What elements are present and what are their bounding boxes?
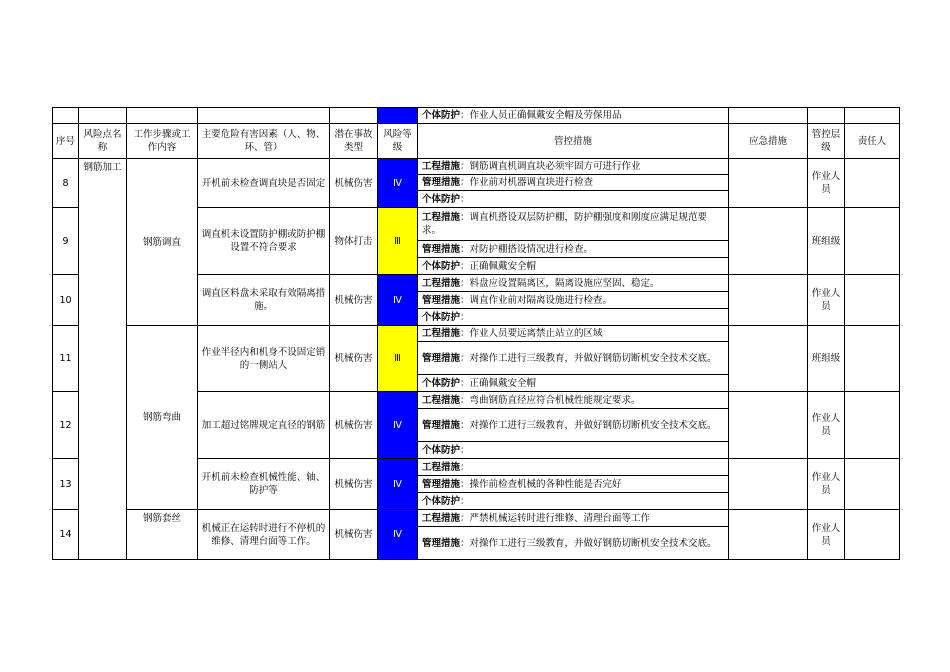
eng-label: 工程措施: [422, 161, 461, 172]
eng-measure-cell: [418, 208, 729, 241]
eng-measure-cell: [418, 392, 729, 409]
top-ppe-cell: 个体防护：作业人员正确佩戴安全帽及劳保用品: [418, 108, 729, 124]
mgmt-text: ：对防护棚搭设情况进行检查。: [460, 243, 594, 255]
seq-cell: 14: [53, 510, 79, 560]
eng-text: ：: [460, 461, 470, 473]
hazard-cell: 开机前未检查调直块是否固定: [198, 159, 330, 208]
owner-cell: [845, 208, 900, 275]
ppe-label: 个体防护: [422, 377, 461, 389]
accident-cell: 物体打击: [330, 208, 378, 275]
mgmt-label: 管理措施: [422, 294, 461, 306]
control-level-cell: 作业人员: [808, 392, 845, 459]
risk-level-cell: Ⅲ: [378, 326, 418, 392]
ppe-label: 个体防护: [422, 495, 461, 507]
ppe-measure-cell: [418, 375, 729, 392]
header-level: 风险等级: [378, 124, 418, 159]
control-level-cell: 作业人员: [808, 459, 845, 510]
ppe-measure-cell: [418, 309, 729, 326]
mgmt-label: 管理措施: [422, 352, 461, 364]
top-row: [53, 108, 900, 124]
eng-label: 工程措施: [422, 461, 461, 473]
eng-text: ：料盘应设置隔离区，隔离设施应坚固、稳定。: [460, 277, 660, 289]
accident-cell: 机械伤害: [330, 510, 378, 560]
emergency-cell: [729, 459, 808, 510]
hazard-cell: 调直区料盘未采取有效隔离措施。: [198, 275, 330, 326]
header-step: 工作步骤或工作内容: [127, 124, 198, 159]
emergency-cell: [729, 159, 808, 208]
mgmt-text: ：对操作工进行三级教育，并做好钢筋切断机安全技术交底。: [460, 352, 717, 364]
mgmt-text: ：对操作工进行三级教育，并做好钢筋切断机安全技术交底。: [460, 537, 717, 549]
eng-measure-cell: [418, 459, 729, 476]
header-control-level: 管控层级: [808, 124, 845, 159]
accident-cell: 机械伤害: [330, 275, 378, 326]
header-seq: 序号: [53, 124, 79, 159]
hazard-cell: 调直机未设置防护棚或防护棚设置不符合要求: [198, 208, 330, 275]
table-row: [53, 159, 900, 175]
eng-label: 工程措施: [422, 512, 461, 524]
level-cell: [378, 108, 418, 124]
mgmt-measure-cell: [418, 241, 729, 258]
control-level-cell: 作业人员: [808, 159, 845, 208]
ppe-measure-cell: [418, 191, 729, 208]
table-row: [53, 326, 900, 342]
risk-level-cell: Ⅳ: [378, 275, 418, 326]
ppe-text: ：: [460, 311, 470, 323]
eng-measure-cell: [418, 326, 729, 342]
mgmt-text: ：作业前对机器调直块进行检查: [460, 177, 594, 188]
table-row: [53, 510, 900, 527]
step-cell: 钢筋套丝: [127, 510, 198, 560]
hazard-cell: 加工超过铭牌规定直径的钢筋: [198, 392, 330, 459]
eng-text: ：作业人员要远离禁止站立的区域: [460, 328, 603, 339]
mgmt-measure-cell: [418, 342, 729, 375]
mgmt-label: 管理措施: [422, 537, 461, 549]
accident-cell: 机械伤害: [330, 459, 378, 510]
emergency-cell: [729, 326, 808, 392]
header-row: [53, 124, 900, 159]
mgmt-measure-cell: [418, 409, 729, 442]
emergency-cell: [729, 275, 808, 326]
ppe-text: ：: [460, 444, 470, 456]
header-risk-point: 风险点名称: [79, 124, 127, 159]
seq-cell: 12: [53, 392, 79, 459]
control-level-cell: 作业人员: [808, 275, 845, 326]
header-hazard: 主要危险有害因素（人、物、环、管）: [198, 124, 330, 159]
seq-cell: 9: [53, 208, 79, 275]
control-level-cell: 班组级: [808, 326, 845, 392]
owner-cell: [845, 159, 900, 208]
ppe-label: 个体防护: [422, 444, 461, 456]
eng-measure-cell: [418, 159, 729, 175]
ppe-text: ：: [460, 193, 470, 205]
mgmt-label: 管理措施: [422, 478, 461, 490]
accident-cell: 机械伤害: [330, 159, 378, 208]
mgmt-label: 管理措施: [422, 243, 461, 255]
eng-label: 工程措施: [422, 277, 461, 289]
mgmt-text: ：操作前检查机械的各种性能是否完好: [460, 478, 622, 490]
mgmt-measure-cell: [418, 175, 729, 191]
eng-text: ：钢筋调直机调直块必须牢固方可进行作业: [460, 161, 641, 172]
eng-label: 工程措施: [422, 212, 461, 223]
eng-label: 工程措施: [422, 394, 461, 406]
hazard-cell: 作业半径内和机身不设固定销的一侧站人: [198, 326, 330, 392]
eng-label: 工程措施: [422, 328, 461, 339]
ppe-text: ：: [460, 495, 470, 507]
ppe-label: 个体防护: [422, 311, 461, 323]
ppe-text: ：正确佩戴安全帽: [460, 260, 537, 272]
owner-cell: [845, 275, 900, 326]
risk-level-cell: Ⅳ: [378, 510, 418, 560]
risk-level-cell: Ⅳ: [378, 459, 418, 510]
risk-point-cell: 钢筋加工: [79, 159, 127, 560]
control-level-cell: 班组级: [808, 208, 845, 275]
mgmt-measure-cell: [418, 292, 729, 309]
mgmt-text: ：调直作业前对隔离设施进行检查。: [460, 294, 613, 306]
hazard-cell: 机械正在运转时进行不停机的维修、清理台面等工作。: [198, 510, 330, 560]
step-cell: 钢筋调直: [127, 159, 198, 326]
risk-level-cell: Ⅳ: [378, 159, 418, 208]
eng-text: ：调直机搭设双层防护棚，防护棚强度和刚度应满足规范要求。: [422, 212, 708, 236]
emergency-cell: [729, 392, 808, 459]
owner-cell: [845, 326, 900, 392]
owner-cell: [845, 459, 900, 510]
owner-cell: [845, 510, 900, 560]
hazard-cell: 开机前未检查机械性能、轴、防护等: [198, 459, 330, 510]
header-owner: 责任人: [845, 124, 900, 159]
header-control: 管控措施: [418, 124, 729, 159]
eng-measure-cell: [418, 275, 729, 292]
risk-level-cell: Ⅲ: [378, 208, 418, 275]
risk-level-cell: Ⅳ: [378, 392, 418, 459]
mgmt-measure-cell: [418, 527, 729, 560]
eng-text: ：严禁机械运转时进行维修、清理台面等工作: [460, 512, 651, 524]
seq-cell: 11: [53, 326, 79, 392]
accident-cell: 机械伤害: [330, 326, 378, 392]
ppe-measure-cell: [418, 442, 729, 459]
ppe-text: ：正确佩戴安全帽: [460, 377, 537, 389]
seq-cell: 13: [53, 459, 79, 510]
mgmt-measure-cell: [418, 476, 729, 493]
mgmt-label: 管理措施: [422, 177, 461, 188]
control-level-cell: 作业人员: [808, 510, 845, 560]
seq-cell: 8: [53, 159, 79, 208]
mgmt-text: ：对操作工进行三级教育，并做好钢筋切断机安全技术交底。: [460, 419, 717, 431]
ppe-measure-cell: [418, 258, 729, 275]
step-cell: 钢筋弯曲: [127, 326, 198, 510]
risk-control-table: [52, 107, 900, 560]
ppe-label: 个体防护: [422, 193, 461, 205]
eng-text: ：弯曲钢筋直径应符合机械性能规定要求。: [460, 394, 641, 406]
owner-cell: [845, 392, 900, 459]
ppe-label: 个体防护: [422, 260, 461, 272]
emergency-cell: [729, 208, 808, 275]
header-emergency: 应急措施: [729, 124, 808, 159]
mgmt-label: 管理措施: [422, 419, 461, 431]
seq-cell: 10: [53, 275, 79, 326]
accident-cell: 机械伤害: [330, 392, 378, 459]
eng-measure-cell: [418, 510, 729, 527]
header-accident: 潜在事故类型: [330, 124, 378, 159]
emergency-cell: [729, 510, 808, 560]
ppe-measure-cell: [418, 493, 729, 510]
